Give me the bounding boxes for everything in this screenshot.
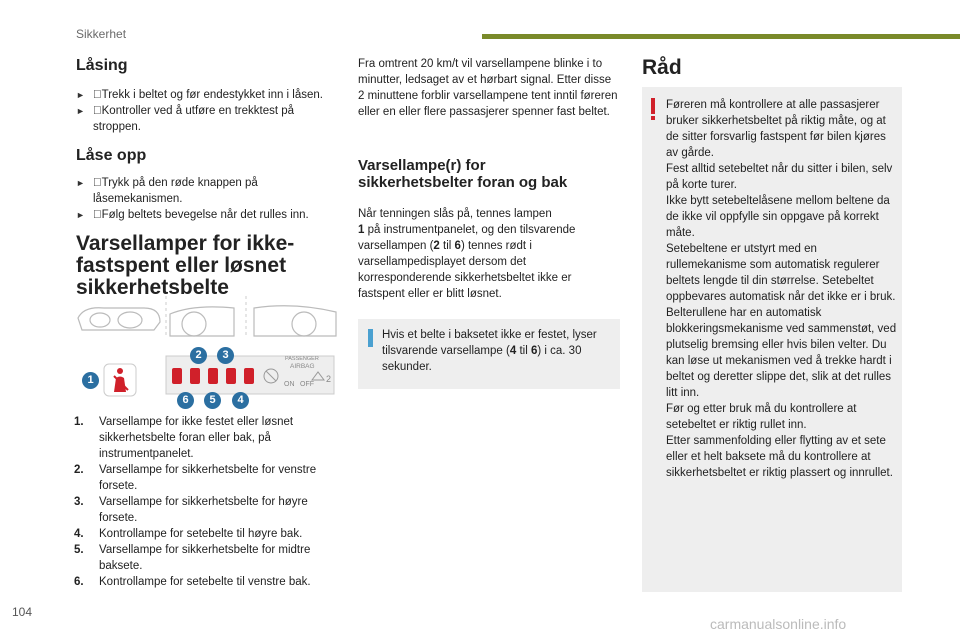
arrow-bullet-icon: ►: [76, 90, 85, 100]
unlocking-title: Låse opp: [76, 147, 147, 164]
callout-5: 5: [204, 392, 221, 409]
warning-exclamation-icon: [651, 98, 655, 114]
advice-text: Føreren må kontrollere at alle passasjerer bruker sikkerhetsbeltet på riktig måte, og at de sitter forsvarlig fastspent før bilen kjøres av gårde. Fest alltid setebeltet når du sitter i bilen, selv på korte turer. Ikke bytt setebeltelåsene mellom beltene da de ikke vil oppfylle sin oppgave på korrekt måte. Setebeltene er utstyrt med en rullemekanisme som automatisk regulerer beltets lengde til din størrelse. Setebeltet oppbevares automatisk når det ikke er i bruk. Belterullene har en automatisk blokkeringsmekanisme ved sammenstøt, ved plutselig bremsing eller hvis bilen velter. Du kan løse ut mekanismen ved å trekke hardt i beltet og deretter slippe det, slik at det rulles litt inn. Før og etter bruk må du kontrollere at setebeltet er riktig rullet inn. Etter sammenfolding eller flytting av et sete eller et helt baksete må du kontrollere at sikkerhetsbeltet er riktig plassert og innrullet.: [666, 99, 897, 479]
locking-title: Låsing: [76, 57, 128, 74]
header-rule: [482, 34, 960, 39]
passenger-count-indicator: 2: [326, 374, 332, 384]
passenger-label: PASSENGER: [285, 356, 319, 362]
watermark: carmanualsonline.info: [710, 616, 847, 632]
arrow-bullet-icon: ►: [76, 210, 85, 220]
locking-bullet: ► Kontroller ved å utføre en trekktest på stroppen.: [76, 105, 295, 133]
rear-belt-note-text: Hvis et belte i baksetet ikke er festet, lyser tilsvarende varsellampe (4 til 6) i ca. 30 sekunder.: [382, 329, 597, 373]
warning-exclamation-dot-icon: [651, 116, 655, 120]
middle-intro: Fra omtrent 20 km/t vil varsellampene blinke i to minutter, ledsaget av et hørbart signal. Etter disse 2 minuttene forblir varsellampene tent inntil føreren eller en eller flere passasjerer spenner fast beltet.: [358, 58, 618, 118]
front-rear-belts-body: Når tenningen slås på, tennes lampen 1 på instrumentpanelet, og den tilsvarende varsellampen (2 til 6) tennes rødt i varsellampedisplayet dersom det korresponderende sikkerhetsbeltet ikke er fastspent eller er blitt løsnet.: [358, 208, 576, 300]
seatbelt-illustration: [74, 296, 338, 410]
arrow-bullet-icon: ►: [76, 178, 85, 188]
callout-4: 4: [232, 392, 249, 409]
warning-lamps-list: [74, 414, 339, 590]
info-bar-icon: [368, 329, 373, 347]
warning-lamps-title: Varsellamper for ikke- fastspent eller løsnet sikkerhetsbelte: [76, 232, 295, 299]
unlocking-bullet: ► Trykk på den røde knappen på låsemekanismen.: [76, 177, 258, 205]
locking-bullet: ► Trekk i beltet og før endestykket inn i låsen.: [76, 89, 323, 101]
airbag-off-label: OFF: [300, 381, 314, 388]
list-item: 1. Varsellampe for ikke festet eller løsnet sikkerhetsbelte foran eller bak, på instrumentpanelet.: [74, 416, 294, 460]
airbag-label: AIRBAG: [290, 363, 315, 370]
list-item: 6. Kontrollampe for setebelte til venstre bak.: [74, 576, 311, 588]
callout-1: 1: [82, 372, 99, 389]
airbag-on-label: ON: [284, 381, 295, 388]
section-label: Sikkerhet: [76, 27, 127, 41]
unlocking-bullet: ► Følg beltets bevegelse når det rulles inn.: [76, 209, 309, 221]
arrow-bullet-icon: ►: [76, 106, 85, 116]
list-item: 3. Varsellampe for sikkerhetsbelte for høyre forsete.: [74, 496, 308, 524]
advice-box: [642, 87, 902, 592]
advice-title: Råd: [642, 56, 682, 79]
rear-belt-note: [358, 319, 620, 389]
callout-2: 2: [190, 347, 207, 364]
callout-6: 6: [177, 392, 194, 409]
list-item: 5. Varsellampe for sikkerhetsbelte for midtre baksete.: [74, 544, 311, 572]
list-item: 2. Varsellampe for sikkerhetsbelte for venstre forsete.: [74, 464, 317, 492]
list-item: 4. Kontrollampe for setebelte til høyre bak.: [74, 528, 303, 540]
page-number: 104: [12, 605, 33, 619]
left-column: [76, 57, 336, 299]
callout-3: 3: [217, 347, 234, 364]
front-rear-belts-title: Varsellampe(r) for sikkerhetsbelter foran og bak: [358, 157, 568, 191]
